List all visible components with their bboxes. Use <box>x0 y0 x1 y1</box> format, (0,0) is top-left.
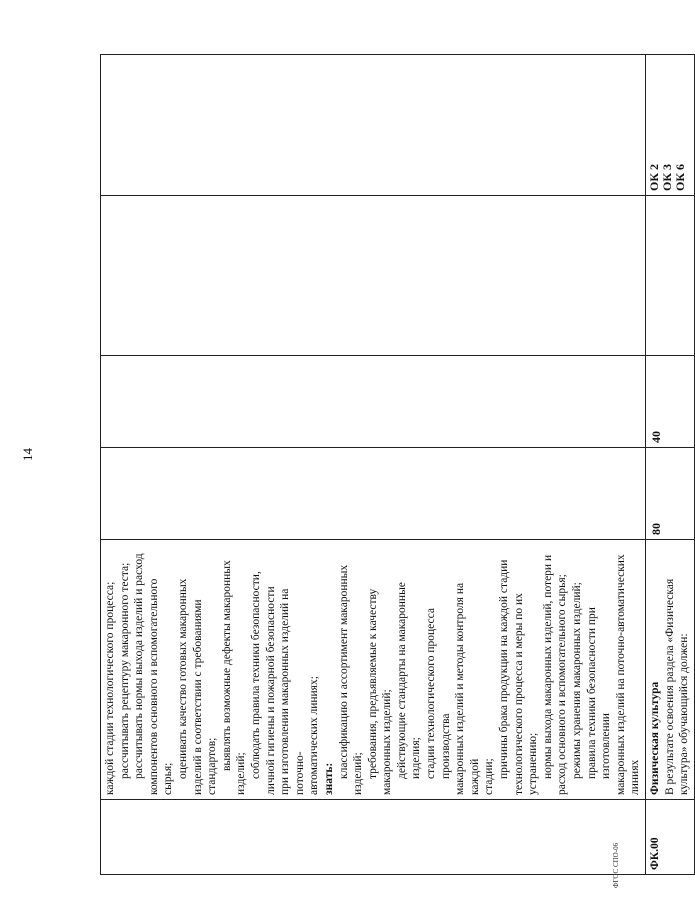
requirement-line: требования, предъявляемые к качеству <box>366 588 379 779</box>
requirement-line: изделий в соответствии с требованиями стандартов; <box>191 599 219 795</box>
section-cell <box>645 540 694 800</box>
section-title: Физическая культура <box>648 681 661 795</box>
requirement-line: макаронных изделий; <box>381 689 394 795</box>
requirement-line: причины брака продукции на каждой стадии <box>498 559 511 779</box>
competency-item: ОК 3 <box>659 163 674 191</box>
requirement-line: знать: <box>322 762 335 795</box>
section-code: ФК.00 <box>645 800 694 875</box>
requirement-line: макаронных изделий на поточно-автоматических <box>614 554 627 795</box>
requirement-line: стадии; <box>483 758 496 795</box>
requirement-line: оценивать качество готовых макаронных <box>176 578 189 779</box>
section-description: В результате освоения раздела «Физическая культура» обучающийся должен: <box>663 578 691 795</box>
requirement-line: соблюдать правила техники безопасности, <box>249 571 262 779</box>
requirement-line: изделий; <box>352 752 365 795</box>
requirement-line: правила техники безопасности при изготовлении <box>585 607 613 779</box>
requirements-list <box>103 544 643 795</box>
discipline-cell <box>101 196 646 356</box>
requirements-cell <box>101 540 646 800</box>
requirement-line: рассчитывать рецептуру макаронного теста; <box>118 562 131 779</box>
competency-list <box>645 55 694 196</box>
hours-classroom: 40 <box>645 356 694 448</box>
hours-classroom-cell <box>101 356 646 448</box>
requirement-line: режимы хранения макаронных изделий; <box>571 582 583 779</box>
requirement-line: линиях <box>629 759 642 795</box>
competency-cell <box>101 55 646 196</box>
footer-code: ФГОС СПО-06 <box>612 842 620 888</box>
requirement-line: нормы выхода макаронных изделий, потери и <box>541 554 554 779</box>
requirement-line: действующие стандарты на макаронные изделия; <box>395 582 423 779</box>
discipline-empty <box>645 196 694 356</box>
requirement-line: автоматических линиях; <box>308 676 321 795</box>
requirement-line: рассчитывать нормы выхода изделий и расход <box>133 553 146 779</box>
requirement-line: стадии технологического процесса производства <box>425 608 452 779</box>
requirement-line: макаронных изделий и методы контроля на каждой <box>454 582 481 795</box>
hours-total: 80 <box>645 448 694 540</box>
requirement-line: устранению; <box>527 732 540 795</box>
competency-item: ОК 2 <box>646 163 661 191</box>
requirement-line: выявлять возможные дефекты макаронных <box>220 560 233 771</box>
hours-total-cell <box>101 448 646 540</box>
requirement-line: компонентов основного и вспомогательного сырья; <box>147 578 175 795</box>
curriculum-table <box>100 54 695 875</box>
requirement-line: изделий; <box>235 752 248 795</box>
requirement-line: при изготовлении макаронных изделий на поточно- <box>279 588 306 795</box>
code-cell <box>101 800 646 875</box>
requirement-line: расход основного и вспомогательного сырья; <box>556 574 569 795</box>
requirement-line: каждой стадии технологического процесса; <box>104 581 116 795</box>
requirement-line: классификацию и ассортимент макаронных <box>337 564 350 779</box>
table-row-skills <box>101 55 646 875</box>
competency-item: ОК 6 <box>672 163 687 191</box>
requirement-line: личной гигиены и пожарной безопасности <box>264 586 277 795</box>
page-number: 14 <box>20 448 35 461</box>
requirement-line: технологического процесса и меры по их <box>512 593 525 795</box>
table-row-physical-culture <box>645 55 694 875</box>
